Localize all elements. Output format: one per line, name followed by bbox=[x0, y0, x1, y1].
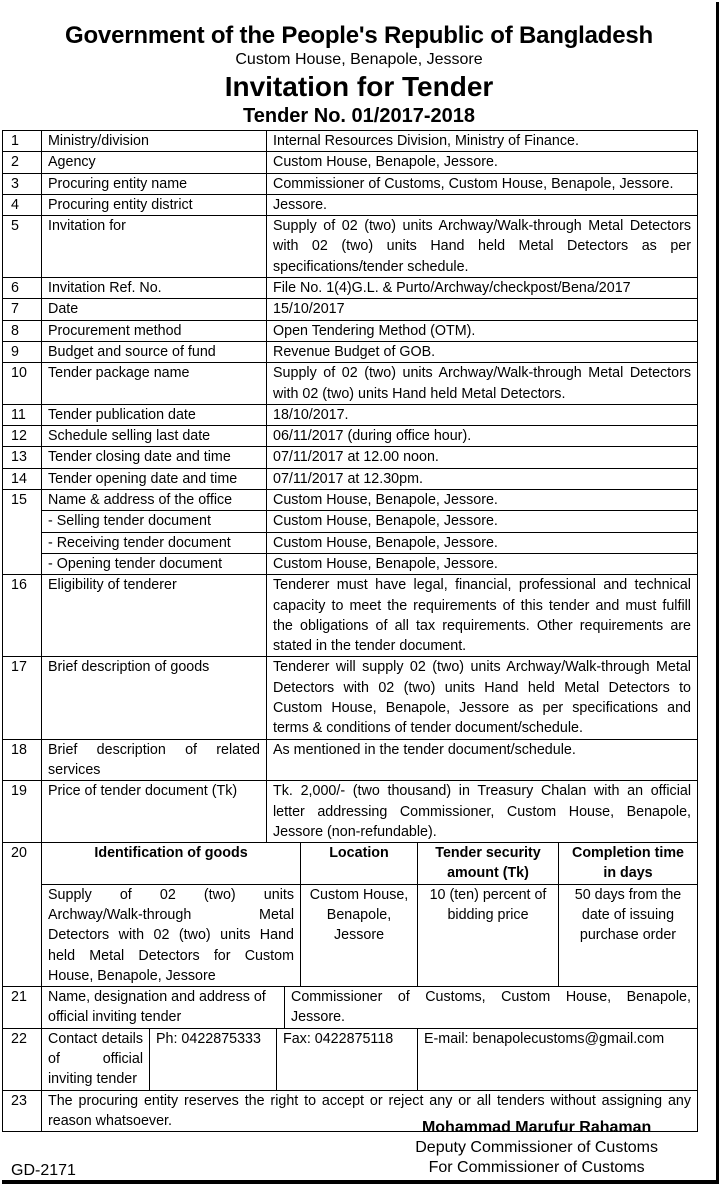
contact-email: E-mail: benapolecustoms@gmail.com bbox=[418, 1028, 698, 1090]
row-value: Revenue Budget of GOB. bbox=[267, 341, 698, 362]
table-row bbox=[3, 299, 698, 320]
row-number: 19 bbox=[3, 781, 42, 843]
row-value: Tenderer will supply 02 (two) units Archway/Walk-through Metal Detectors with 02 (two) units Hand held Metal Detectors to Custom House, Benapole, Jessore as per specifications and terms & conditions of tender document/schedule. bbox=[267, 657, 698, 739]
row-value: Supply of 02 (two) units Archway/Walk-through Metal Detectors with 02 (two) units Hand held Metal Detectors. bbox=[267, 363, 698, 405]
tender-number: Tender No. 01/2017-2018 bbox=[243, 105, 475, 127]
row-number: 23 bbox=[3, 1090, 42, 1132]
row-label: Procurement method bbox=[42, 320, 267, 341]
row-value: 07/11/2017 at 12.30pm. bbox=[267, 468, 698, 489]
row-label: Name, designation and address of official inviting tender bbox=[42, 987, 285, 1029]
contact-table bbox=[2, 1028, 698, 1091]
row-label: Name & address of the office bbox=[42, 490, 267, 511]
row-value: Commissioner of Customs, Custom House, Benapole, Jessore. bbox=[285, 987, 698, 1029]
tender-table bbox=[2, 130, 698, 843]
row-label: Tender publication date bbox=[42, 404, 267, 425]
row-value: Tk. 2,000/- (two thousand) in Treasury Chalan with an official letter addressing Commissioner, Custom House, Benapole, Jessore (non-refundable). bbox=[267, 781, 698, 843]
row-label: Contact details of official inviting tender bbox=[42, 1028, 150, 1090]
notice-title: Invitation for Tender bbox=[224, 71, 494, 102]
table-row bbox=[3, 447, 698, 468]
row-20-values bbox=[3, 884, 698, 986]
row-value: Open Tendering Method (OTM). bbox=[267, 320, 698, 341]
row-value: Custom House, Benapole, Jessore. bbox=[267, 532, 698, 553]
row-label: Procuring entity name bbox=[42, 173, 267, 194]
goods-completion: 50 days from the date of issuing purchase order bbox=[559, 884, 698, 986]
row-number: 6 bbox=[3, 278, 42, 299]
table-row bbox=[3, 553, 698, 574]
table-row bbox=[3, 363, 698, 405]
table-row bbox=[3, 781, 698, 843]
tender-notice bbox=[2, 2, 719, 1184]
official-table bbox=[2, 986, 698, 1029]
row-number bbox=[3, 553, 42, 574]
government-title: Government of the People's Republic of Bangladesh bbox=[65, 22, 653, 49]
table-row bbox=[3, 216, 698, 278]
row-label: Brief description of related services bbox=[42, 739, 267, 781]
row-label: Budget and source of fund bbox=[42, 341, 267, 362]
row-number: 17 bbox=[3, 657, 42, 739]
row-label: Tender opening date and time bbox=[42, 468, 267, 489]
table-row bbox=[3, 490, 698, 511]
row-value: Tenderer must have legal, financial, professional and technical capacity to meet the requirements of this tender and must fulfill the obligations of all tax requirements. Other requirements are stated in the tender document. bbox=[267, 575, 698, 657]
row-value: File No. 1(4)G.L. & Purto/Archway/checkpost/Bena/2017 bbox=[267, 278, 698, 299]
row-number: 1 bbox=[3, 131, 42, 152]
row-number: 3 bbox=[3, 173, 42, 194]
header-location: Location bbox=[301, 843, 418, 885]
row-number bbox=[3, 532, 42, 553]
row-number: 5 bbox=[3, 216, 42, 278]
goods-location: Custom House, Benapole, Jessore bbox=[301, 884, 418, 986]
row-number: 20 bbox=[3, 843, 42, 885]
row-label: - Opening tender document bbox=[42, 553, 267, 574]
table-row bbox=[3, 278, 698, 299]
row-value: Custom House, Benapole, Jessore. bbox=[267, 490, 698, 511]
row-number: 15 bbox=[3, 490, 42, 511]
row-label: Date bbox=[42, 299, 267, 320]
row-number: 22 bbox=[3, 1028, 42, 1090]
signatory-for: For Commissioner of Customs bbox=[428, 1159, 645, 1176]
row-number: 4 bbox=[3, 194, 42, 215]
row-number: 2 bbox=[3, 152, 42, 173]
row-label: Tender package name bbox=[42, 363, 267, 405]
row-20-header bbox=[3, 843, 698, 885]
table-row bbox=[3, 468, 698, 489]
header-goods: Identification of goods bbox=[42, 843, 301, 885]
row-value: Custom House, Benapole, Jessore. bbox=[267, 152, 698, 173]
row-number: 21 bbox=[3, 987, 42, 1029]
signatory-name: Mohammad Marufur Rahaman bbox=[421, 1119, 652, 1136]
signatory-designation: Deputy Commissioner of Customs bbox=[415, 1139, 658, 1156]
row-value: Internal Resources Division, Ministry of Finance. bbox=[267, 131, 698, 152]
row-label: Agency bbox=[42, 152, 267, 173]
row-22 bbox=[3, 1028, 698, 1090]
row-value: 07/11/2017 at 12.00 noon. bbox=[267, 447, 698, 468]
row-label: Tender closing date and time bbox=[42, 447, 267, 468]
row-value: Supply of 02 (two) units Archway/Walk-through Metal Detectors with 02 (two) units Hand held Metal Detectors as per specifications/tender schedule. bbox=[267, 216, 698, 278]
footer-code: GD-2171 bbox=[11, 1162, 76, 1179]
table-row bbox=[3, 404, 698, 425]
row-value: 18/10/2017. bbox=[267, 404, 698, 425]
row-21 bbox=[3, 987, 698, 1029]
row-label: Schedule selling last date bbox=[42, 426, 267, 447]
office-subtitle: Custom House, Benapole, Jessore bbox=[235, 51, 483, 68]
row-label: Procuring entity district bbox=[42, 194, 267, 215]
row-label: Invitation for bbox=[42, 216, 267, 278]
row-value: Jessore. bbox=[267, 194, 698, 215]
table-row bbox=[3, 320, 698, 341]
row-number: 14 bbox=[3, 468, 42, 489]
row-label: Price of tender document (Tk) bbox=[42, 781, 267, 843]
row-label: - Selling tender document bbox=[42, 511, 267, 532]
row-value: Commissioner of Customs, Custom House, Benapole, Jessore. bbox=[267, 173, 698, 194]
table-row bbox=[3, 575, 698, 657]
table-row bbox=[3, 511, 698, 532]
row-number bbox=[3, 511, 42, 532]
goods-description: Supply of 02 (two) units Archway/Walk-through Metal Detectors with 02 (two) units Hand held Metal Detectors for Custom House, Benapole, Jessore bbox=[42, 884, 301, 986]
row-number: 7 bbox=[3, 299, 42, 320]
row-value: Custom House, Benapole, Jessore. bbox=[267, 511, 698, 532]
header-completion: Completion time in days bbox=[559, 843, 698, 885]
row-label: Eligibility of tenderer bbox=[42, 575, 267, 657]
contact-phone: Ph: 0422875333 bbox=[150, 1028, 277, 1090]
table-row bbox=[3, 739, 698, 781]
goods-table bbox=[2, 842, 698, 987]
table-row bbox=[3, 657, 698, 739]
row-number: 13 bbox=[3, 447, 42, 468]
table-row bbox=[3, 194, 698, 215]
row-number: 12 bbox=[3, 426, 42, 447]
row-number: 9 bbox=[3, 341, 42, 362]
header bbox=[2, 2, 716, 128]
row-value: As mentioned in the tender document/schedule. bbox=[267, 739, 698, 781]
table-row bbox=[3, 532, 698, 553]
goods-security: 10 (ten) percent of bidding price bbox=[418, 884, 559, 986]
table-row bbox=[3, 173, 698, 194]
row-value: 15/10/2017 bbox=[267, 299, 698, 320]
row-value: 06/11/2017 (during office hour). bbox=[267, 426, 698, 447]
header-security: Tender security amount (Tk) bbox=[418, 843, 559, 885]
row-value: The procuring entity reserves the right to accept or reject any or all tenders without assigning any reason whatsoever. bbox=[42, 1090, 698, 1132]
row-label: Brief description of goods bbox=[42, 657, 267, 739]
row-number: 18 bbox=[3, 739, 42, 781]
row-number: 8 bbox=[3, 320, 42, 341]
row-label: Invitation Ref. No. bbox=[42, 278, 267, 299]
row-value: Custom House, Benapole, Jessore. bbox=[267, 553, 698, 574]
row-number: 16 bbox=[3, 575, 42, 657]
row-number: 11 bbox=[3, 404, 42, 425]
table-row bbox=[3, 341, 698, 362]
signature-block bbox=[415, 1118, 658, 1178]
table-row bbox=[3, 152, 698, 173]
row-label: Ministry/division bbox=[42, 131, 267, 152]
contact-fax: Fax: 0422875118 bbox=[277, 1028, 418, 1090]
table-row bbox=[3, 131, 698, 152]
row-label: - Receiving tender document bbox=[42, 532, 267, 553]
row-number: 10 bbox=[3, 363, 42, 405]
table-row bbox=[3, 426, 698, 447]
